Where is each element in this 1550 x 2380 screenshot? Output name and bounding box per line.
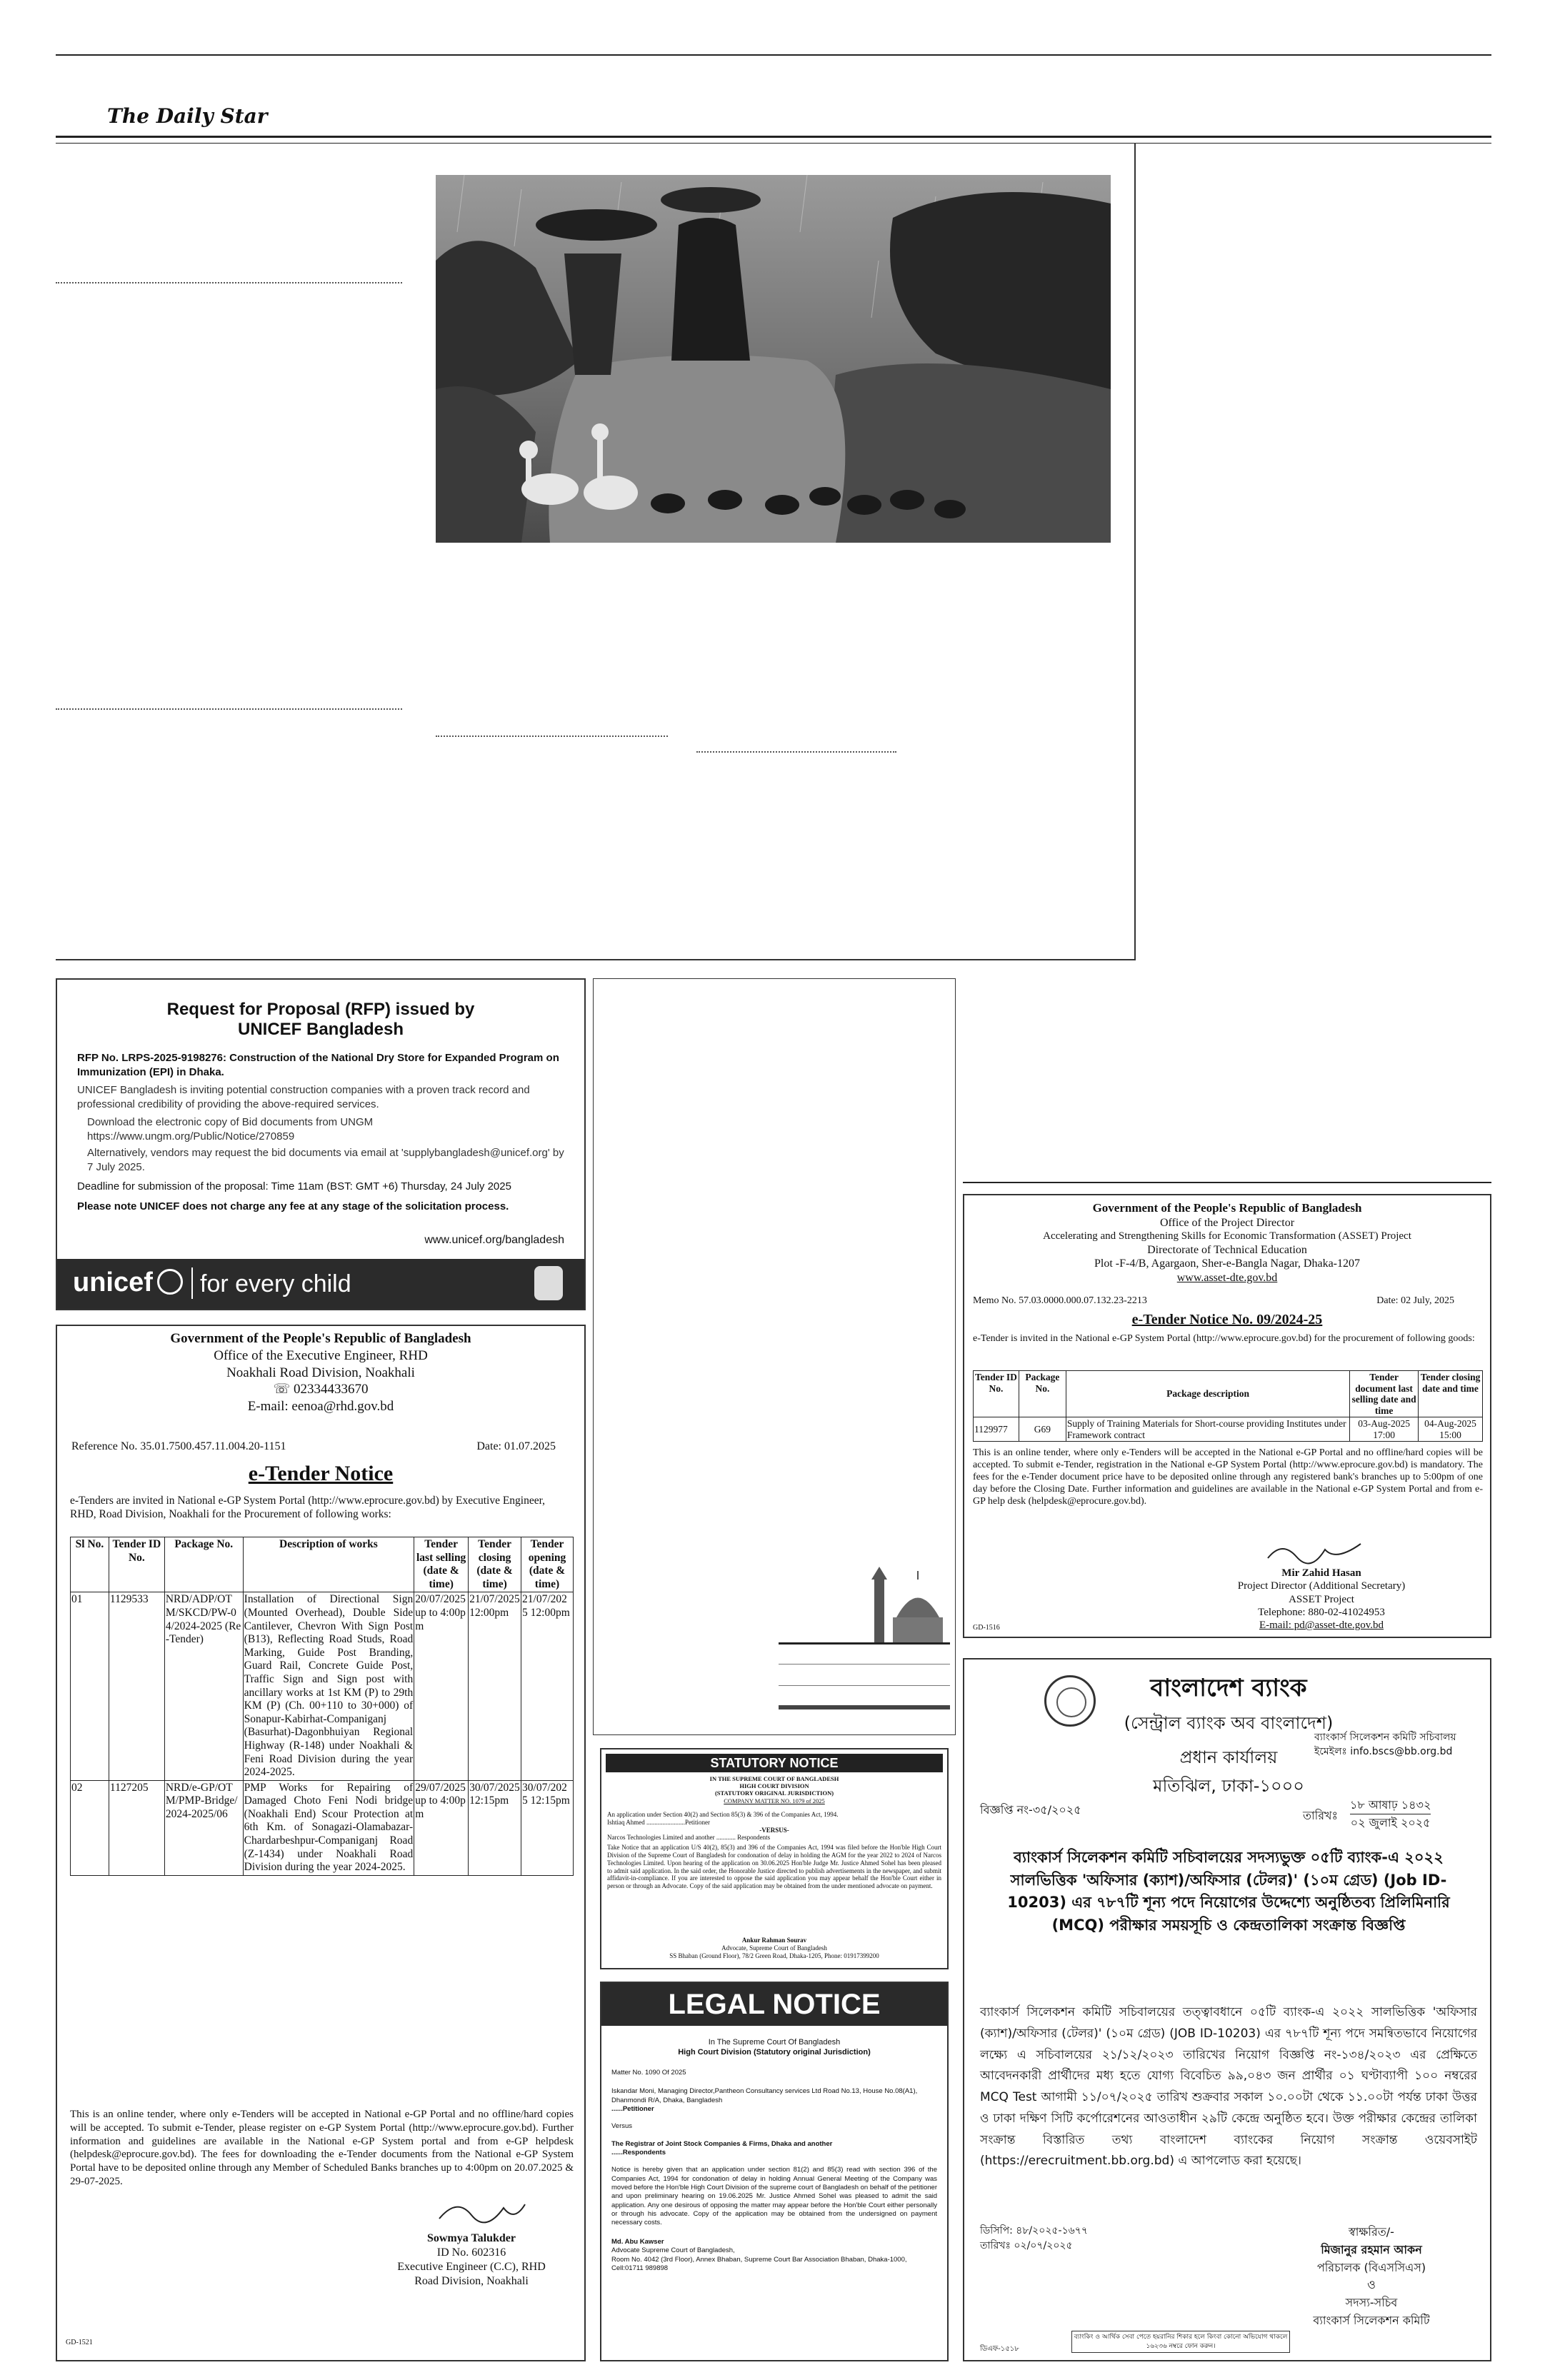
legal-petitioner: Iskandar Moni, Managing Director,Pantheon Consultancy services Ltd Road No.13, House No.08(A1), Dhanmondi R/A, Dhaka, Bangladesh xyxy=(611,2087,918,2104)
rhd-footer: This is an online tender, where only e-Tenders will be accepted in National e-GP Portal and no offline/hard copies will be accepted. To submit e-Tender, please register on e-GP System Portal (http://www.eprocure.gov.bd). Further information and guidelines are available in the National e-GP System portal and from e-GP helpdesk (helpdesk@eprocure.gov.bd). The fees for downloading the e-Tender documents from the National e-GP System Portal have to be deposited online through any Member of Scheduled Banks branches up to 4:00pm on 20.07.2025 & 29-07-2025. xyxy=(70,2109,574,2187)
col-header: Tender closing date and time xyxy=(1419,1371,1483,1417)
rhd-intro: e-Tenders are invited in National e-GP System Portal (http://www.eprocure.gov.bd) by Executive Engineer, RHD, Road Division, Noakhali for the Procurement of following works: xyxy=(70,1495,546,1520)
legal-division: High Court Division (Statutory original Jurisdiction) xyxy=(678,2048,871,2057)
rhd-phone: ☏ 02334433670 xyxy=(273,1382,369,1397)
statutory-advocate-title: Advocate, Supreme Court of Bangladesh xyxy=(721,1944,827,1952)
asset-tender-table xyxy=(973,1370,1483,1442)
bb-email: ইমেইলঃ info.bscs@bb.org.bd xyxy=(1314,1745,1453,1757)
bb-location: মতিঝিল, ঢাকা-১০০০ xyxy=(1153,1776,1304,1796)
unicef-title xyxy=(57,1000,584,1040)
bangladesh-bank-notice xyxy=(963,1658,1491,2361)
col-header: Tender last selling (date & time) xyxy=(414,1537,469,1592)
bb-seal-icon xyxy=(1044,1675,1096,1727)
legal-banner: LEGAL NOTICE xyxy=(601,1983,947,2026)
statutory-division: HIGH COURT DIVISION xyxy=(739,1782,809,1790)
statutory-respondent: Narcos Technologies Limited and another ............ Respondents xyxy=(607,1834,771,1842)
unicef-tagline: for every child xyxy=(200,1270,351,1297)
bb-ref-1: ডিসিপি: ৪৮/২০২৫-১৬৭৭ xyxy=(980,2225,1088,2236)
cell: 21/07/2025 12:00pm xyxy=(521,1592,574,1780)
asset-signature-icon xyxy=(1264,1537,1364,1569)
cell: NRD/e-GP/OTM/PMP-Bridge/2024-2025/06 xyxy=(164,1780,243,1875)
column-divider xyxy=(56,282,402,283)
asset-etender-ad xyxy=(963,1194,1491,1638)
col-header: Tender closing (date & time) xyxy=(469,1537,521,1592)
unicef-title-line1: Request for Proposal (RFP) issued by xyxy=(166,1000,475,1019)
cell: 1129533 xyxy=(109,1592,164,1780)
bb-headline: ব্যাংকার্স সিলেকশন কমিটি সচিবালয়ের সদস্যভুক্ত ০৫টি ব্যাংক-এ ২০২২ সালভিত্তিক 'অফিসার (ক্যাশ)/অফিসার (টেলর)' (১০ম গ্রেড) (Job ID-10203) এর ৭৮৭টি শূন্য পদে নিয়োগের উদ্দেশ্যে অনুষ্ঠিতব্য প্রিলিমিনারি (MCQ) পরীক্ষার সময়সূচি ও কেন্দ্রতালিকা সংক্রান্ত বিজ্ঞপ্তি xyxy=(1007,1849,1450,1934)
legal-notice xyxy=(600,1982,949,2361)
rhd-tender-table xyxy=(70,1537,574,1876)
column-divider xyxy=(436,735,668,737)
legal-respondent-label: ......Respondents xyxy=(611,2149,666,2157)
statutory-notice xyxy=(600,1748,949,1969)
asset-directorate: Directorate of Technical Education xyxy=(1147,1243,1307,1256)
bb-secretariat: ব্যাংকার্স সিলেকশন কমিটি সচিবালয় xyxy=(1314,1732,1456,1743)
statutory-court: IN THE SUPREME COURT OF BANGLADESH xyxy=(709,1775,839,1782)
col-header: Tender ID No. xyxy=(974,1371,1019,1417)
cell: 02 xyxy=(71,1780,109,1875)
cell: 03-Aug-2025 17:00 xyxy=(1350,1417,1419,1442)
bb-committee: ব্যাংকার্স সিলেকশন কমিটি xyxy=(1313,2313,1430,2327)
table-row xyxy=(71,1592,574,1780)
masthead-logo: The Daily Star xyxy=(107,104,268,128)
col-header: Tender opening (date & time) xyxy=(521,1537,574,1592)
asset-signer-title: Project Director (Additional Secretary) xyxy=(1237,1580,1406,1592)
bb-date-label: তারিখঃ xyxy=(1303,1809,1339,1822)
legal-address: Room No. 4042 (3rd Floor), Annex Bhaban, Supreme Court Bar Association Bhaban, Dhaka-1000, Cell:01711 989898 xyxy=(611,2255,907,2272)
column-divider xyxy=(56,708,402,710)
rhd-date: Date: 01.07.2025 xyxy=(476,1440,556,1452)
bb-subtitle: (সেন্ট্রাল ব্যাংক অব বাংলাদেশ) xyxy=(1124,1713,1334,1733)
cell: 30/07/2025 12:15pm xyxy=(521,1780,574,1875)
news-photo xyxy=(436,175,1111,543)
rhd-office: Office of the Executive Engineer, RHD xyxy=(214,1347,428,1363)
unicef-website: www.unicef.org/bangladesh xyxy=(424,1234,564,1246)
asset-memo: Memo No. 57.03.0000.000.07.132.23-2213 xyxy=(973,1295,1147,1306)
bb-date-en: ০২ জুলাই ২০২৫ xyxy=(1350,1816,1431,1829)
unicef-rfp-ad xyxy=(56,978,586,1310)
cell: 01 xyxy=(71,1592,109,1780)
unicef-emblem-icon xyxy=(157,1269,183,1295)
bb-warning: ব্যাংকিং ও আর্থিক সেবা পেতে হয়রানির শিকার হলে কিংবা কোনো অভিযোগ থাকলে ১৬২৩৬ নম্বরে ফোন করুন। xyxy=(1071,2331,1290,2353)
asset-intro: e-Tender is invited in the National e-GP System Portal (http://www.eprocure.gov.bd) for the procurement of following goods: xyxy=(973,1333,1475,1344)
middle-rule xyxy=(779,1705,950,1709)
cell: Supply of Training Materials for Short-course providing Institutes under Framework contract xyxy=(1066,1417,1349,1442)
asset-signer-name: Mir Zahid Hasan xyxy=(1281,1567,1361,1579)
statutory-advocate: Ankur Rahman Sourav xyxy=(741,1937,807,1944)
cell: G69 xyxy=(1019,1417,1066,1442)
unicef-rfp-line: RFP No. LRPS-2025-9198276: Construction of the National Dry Store for Expanded Program on Immunization (EPI) in Dhaka. xyxy=(77,1052,559,1078)
rhd-division: Noakhali Road Division, Noakhali xyxy=(226,1365,415,1380)
rhd-signer-id: ID No. 602316 xyxy=(436,2246,506,2259)
bb-date-bn: ১৮ আষাঢ় ১৪৩২ xyxy=(1350,1797,1431,1814)
asset-heading: e-Tender Notice No. 09/2024-25 xyxy=(1131,1312,1323,1327)
cell: 1127205 xyxy=(109,1780,164,1875)
cell: NRD/ADP/OTM/SKCD/PW-04/2024-2025 (Re-Tender) xyxy=(164,1592,243,1780)
cell: 04-Aug-2025 15:00 xyxy=(1419,1417,1483,1442)
cell: 21/07/2025 12:00pm xyxy=(469,1592,521,1780)
col-header: Description of works xyxy=(243,1537,414,1592)
col-header: Sl No. xyxy=(71,1537,109,1592)
legal-respondent: The Registrar of Joint Stock Companies & Firms, Dhaka and another xyxy=(611,2139,833,2148)
middle-rule xyxy=(779,1685,950,1686)
col-header: Package No. xyxy=(1019,1371,1066,1417)
rhd-reference: Reference No. 35.01.7500.457.11.004.20-1151 xyxy=(71,1440,286,1452)
legal-advocate: Md. Abu Kawser xyxy=(611,2237,664,2246)
legal-body: Notice is hereby given that an application under section 81(2) and 85(3) read with section 396 of the Companies Act, 1994 for condonation of delay in holding Annual General Meeting of the Company was moved before the Hon'ble High Court Division of the supreme court of Bangladesh on behalf of the petitioner and upon preliminary hearing on 19.06.2025 Mr. Justice Ahmed Sohel was pleased to admit the said application. Any one desirous of opposing the matter may appear before the Hon'ble Court either personally or through his advocate. Copy of the application may be obtained from the undersigned on payment necessary costs. xyxy=(611,2166,937,2227)
bb-notice-no: বিজ্ঞপ্তি নং-৩৫/২০২৫ xyxy=(980,1803,1081,1817)
asset-web: www.asset-dte.gov.bd xyxy=(1176,1271,1278,1284)
unicef-deadline: Deadline for submission of the proposal: Time 11am (BST: GMT +6) Thursday, 24 July 2025 xyxy=(77,1180,511,1192)
app-store-icon xyxy=(534,1266,563,1300)
middle-rule xyxy=(779,1642,950,1645)
col-header: Tender ID No. xyxy=(109,1537,164,1592)
bb-head-office: প্রধান কার্যালয় xyxy=(1179,1747,1278,1767)
table-row xyxy=(71,1780,574,1875)
asset-phone: Telephone: 880-02-41024953 xyxy=(1258,1606,1385,1618)
asset-signer-project: ASSET Project xyxy=(1289,1593,1354,1605)
col-header: Package No. xyxy=(164,1537,243,1592)
bb-name: বাংলাদেশ ব্যাংক xyxy=(1150,1674,1307,1702)
asset-gov: Government of the People's Republic of Bangladesh xyxy=(1092,1201,1362,1215)
cell: Installation of Directional Sign (Mounted Overhead), Double Side Cantilever, Chevron With Sign Post (B13), Reflecting Road Studs, Road Marking, Guide Post Branding, Guard Rail, Concrete Guide Post, Traffic Sign and Sign post with ancillary works at 1st KM (P) to 29th KM (P) (Ch. 00+110 to 30+000) of Sonapur-Kabirhat-Companiganj (Basurhat)-Dagonbhuiyan Regional Highway (R-148) under Noakhali & Feni Road Division during the year 2024-2025. xyxy=(243,1592,414,1780)
mosque-icon xyxy=(864,1564,950,1642)
rhd-etender-ad xyxy=(56,1325,586,2361)
statutory-jurisdiction: (STATUTORY ORIGINAL JURISDICTION) xyxy=(714,1789,834,1797)
unicef-bullet: Alternatively, vendors may request the bid documents via email at 'supplybangladesh@unicef.org' by 7 July 2025. xyxy=(87,1147,564,1173)
asset-footer: This is an online tender, where only e-Tenders will be accepted in the National e-GP Portal and no offline/hard copies will be accepted. To submit e-Tender, registration in the National e-GP System Portal (http://www.eprocure.gov.bd) is mandatory. The fees for the e-Tender document price have to be deposited online through any registered bank's branches up to 5:00pm of one day before the Closing Date. Further information and guidelines are available in the National e-GP System Portal and from e-GP help desk (helpdesk@eprocure.gov.bd). xyxy=(973,1447,1483,1507)
bb-signer-title: পরিচালক (বিএসসিএস) xyxy=(1316,2260,1426,2274)
legal-versus: Versus xyxy=(611,2122,633,2131)
cell: 1129977 xyxy=(974,1417,1019,1442)
rhd-email: E-mail: eenoa@rhd.gov.bd xyxy=(247,1399,394,1414)
middle-rule xyxy=(779,1664,950,1665)
unicef-fee-note: Please note UNICEF does not charge any fee at any stage of the solicitation process. xyxy=(77,1200,509,1212)
unicef-intro: UNICEF Bangladesh is inviting potential construction companies with a proven track record and professional credibility of providing the above-required services. xyxy=(77,1084,530,1110)
statutory-address: SS Bhaban (Ground Floor), 78/2 Green Road, Dhaka-1205, Phone: 01917399200 xyxy=(669,1952,879,1959)
asset-project: Accelerating and Strengthening Skills for Economic Transformation (ASSET) Project xyxy=(1043,1230,1411,1242)
unicef-logo-text: unicef xyxy=(73,1267,153,1297)
cell: 29/07/2025 up to 4:00pm xyxy=(414,1780,469,1875)
statutory-matter: COMPANY MATTER NO. 1079 of 2025 xyxy=(724,1797,825,1804)
asset-date: Date: 02 July, 2025 xyxy=(1376,1295,1454,1306)
col-header: Package description xyxy=(1066,1371,1349,1417)
col-header: Tender document last selling date and time xyxy=(1350,1371,1419,1417)
bb-body: ব্যাংকার্স সিলেকশন কমিটি সচিবালয়ের তত্ত্বাবধানে ০৫টি ব্যাংক-এ ২০২২ সালভিত্তিক 'অফিসার (ক্যাশ)/অফিসার (টেলর)' (১০ম গ্রেড) (JOB ID-10203) এর ৭৮৭টি শূন্য পদে সমন্বিতভাবে নিয়োগের লক্ষ্যে এ সচিবালয়ের ২১/১২/২০২৩ তারিখের নিয়োগ বিজ্ঞপ্তি নং-১৩৪/২০২৩ এর প্রেক্ষিতে আবেদনকারী প্রার্থীদের মধ্য হতে যোগ্য বিবেচিত ৯৯,০৪৩ জন প্রার্থীর ০১ ঘণ্টাব্যাপী ১০০ নম্বরের MCQ Test আগামী ১১/০৭/২০২৫ তারিখ শুক্রবার সকাল ১০.০০টা থেকে ১১.০০টা পর্যন্ত ঢাকা উত্তর ও ঢাকা দক্ষিণ সিটি কর্পোরেশনের আওতাধীন ২৯টি কেন্দ্রে অনুষ্ঠিত হবে। উক্ত পরীক্ষার কেন্দ্রের তালিকা সংক্রান্ত বিস্তারিত তথ্য বাংলাদেশ ব্যাংকের নিয়োগ সংক্রান্ত ওয়েবসাইট (https://erecruitment.bb.org.bd) এ আপলোড করা হয়েছে। xyxy=(980,2005,1477,2169)
rhd-signer-office: Road Division, Noakhali xyxy=(414,2275,529,2287)
rhd-gov: Government of the People's Republic of Bangladesh xyxy=(170,1331,471,1346)
cell: 30/07/2025 12:15pm xyxy=(469,1780,521,1875)
asset-address: Plot -F-4/B, Agargaon, Sher-e-Bangla Nagar, Dhaka-1207 xyxy=(1094,1257,1360,1270)
bb-member: সদস্য-সচিব xyxy=(1345,2296,1398,2310)
cell: 20/07/2025 up to 4:00pm xyxy=(414,1592,469,1780)
rhd-signer-name: Sowmya Talukder xyxy=(426,2232,516,2244)
rhd-gd-code: GD-1521 xyxy=(66,2339,93,2346)
bb-gd-code: ডিএফ-১৫১৮ xyxy=(980,2345,1019,2353)
legal-court: In The Supreme Court Of Bangladesh xyxy=(708,2038,841,2047)
unicef-bullet: Download the electronic copy of Bid documents from UNGM https://www.ungm.org/Public/Notice/270859 xyxy=(87,1116,374,1143)
rhd-signer-title: Executive Engineer (C.C), RHD xyxy=(397,2261,546,2273)
bb-and: ও xyxy=(1367,2278,1376,2292)
asset-office: Office of the Project Director xyxy=(1159,1216,1295,1229)
unicef-title-line2: UNICEF Bangladesh xyxy=(237,1020,404,1039)
bb-sign-label: স্বাক্ষরিত/- xyxy=(1349,2225,1394,2239)
asset-email: E-mail: pd@asset-dte.gov.bd xyxy=(1259,1620,1384,1632)
statutory-party: Ishtiaq Ahmed ........................Petitioner xyxy=(607,1818,710,1826)
asset-gd-code: GD-1516 xyxy=(973,1624,1000,1632)
statutory-body: Take Notice that an application U/S 40(2), 85(3) and 396 of the Companies Act, 1994 was filed before the Hon'ble High Court Division of the Supreme Court of Bangladesh for condonation of delay in holding the AGM for the year 2022 to 2024 of Narcos Technologies Limited. Upon hearing of the application on 30.06.2025 Hon'ble Judge Mr. Justice Ahmed Sohel has been pleased to admit said application. In the said order, the Honorable Justice directed to publish advertisements in the newspaper, and submit affidavit-in-compliance. If you are interested to oppose the said application you may appear behalf the Hon'ble Court either in person or through an Advocate. Copy of the said application may be obtained from the under mentioned advocate on payment. xyxy=(607,1844,941,1890)
legal-advocate-title: Advocate Supreme Court of Bangladesh, xyxy=(611,2246,735,2255)
column-divider xyxy=(696,751,896,753)
unicef-divider xyxy=(191,1267,193,1299)
unicef-brand-bar xyxy=(57,1259,584,1309)
table-row xyxy=(974,1417,1483,1442)
bb-ref-2: তারিখঃ ০২/০৭/২০২৫ xyxy=(980,2240,1073,2251)
statutory-versus: -VERSUS- xyxy=(759,1826,789,1834)
cell: PMP Works for Repairing of Damaged Choto Feni Nodi bridge (Noakhali End) Scour Protection at 6th Km. of Sonagazi-Olamabazar-Chardarbeshpur-Companiganj Road (Z-1434) under Noakhali Road Division during the year 2024-2025. xyxy=(243,1780,414,1875)
statutory-application: An application under Section 40(2) and Section 85(3) & 396 of the Companies Act, 1994. xyxy=(607,1811,839,1818)
bb-signer: মিজানুর রহমান আকন xyxy=(1321,2242,1422,2256)
rhd-signature-icon xyxy=(436,2194,529,2229)
legal-petitioner-label: ......Petitioner xyxy=(611,2105,654,2114)
legal-matter: Matter No. 1090 Of 2025 xyxy=(611,2069,686,2077)
rhd-heading: e-Tender Notice xyxy=(248,1462,394,1485)
statutory-banner: STATUTORY NOTICE xyxy=(606,1754,943,1772)
